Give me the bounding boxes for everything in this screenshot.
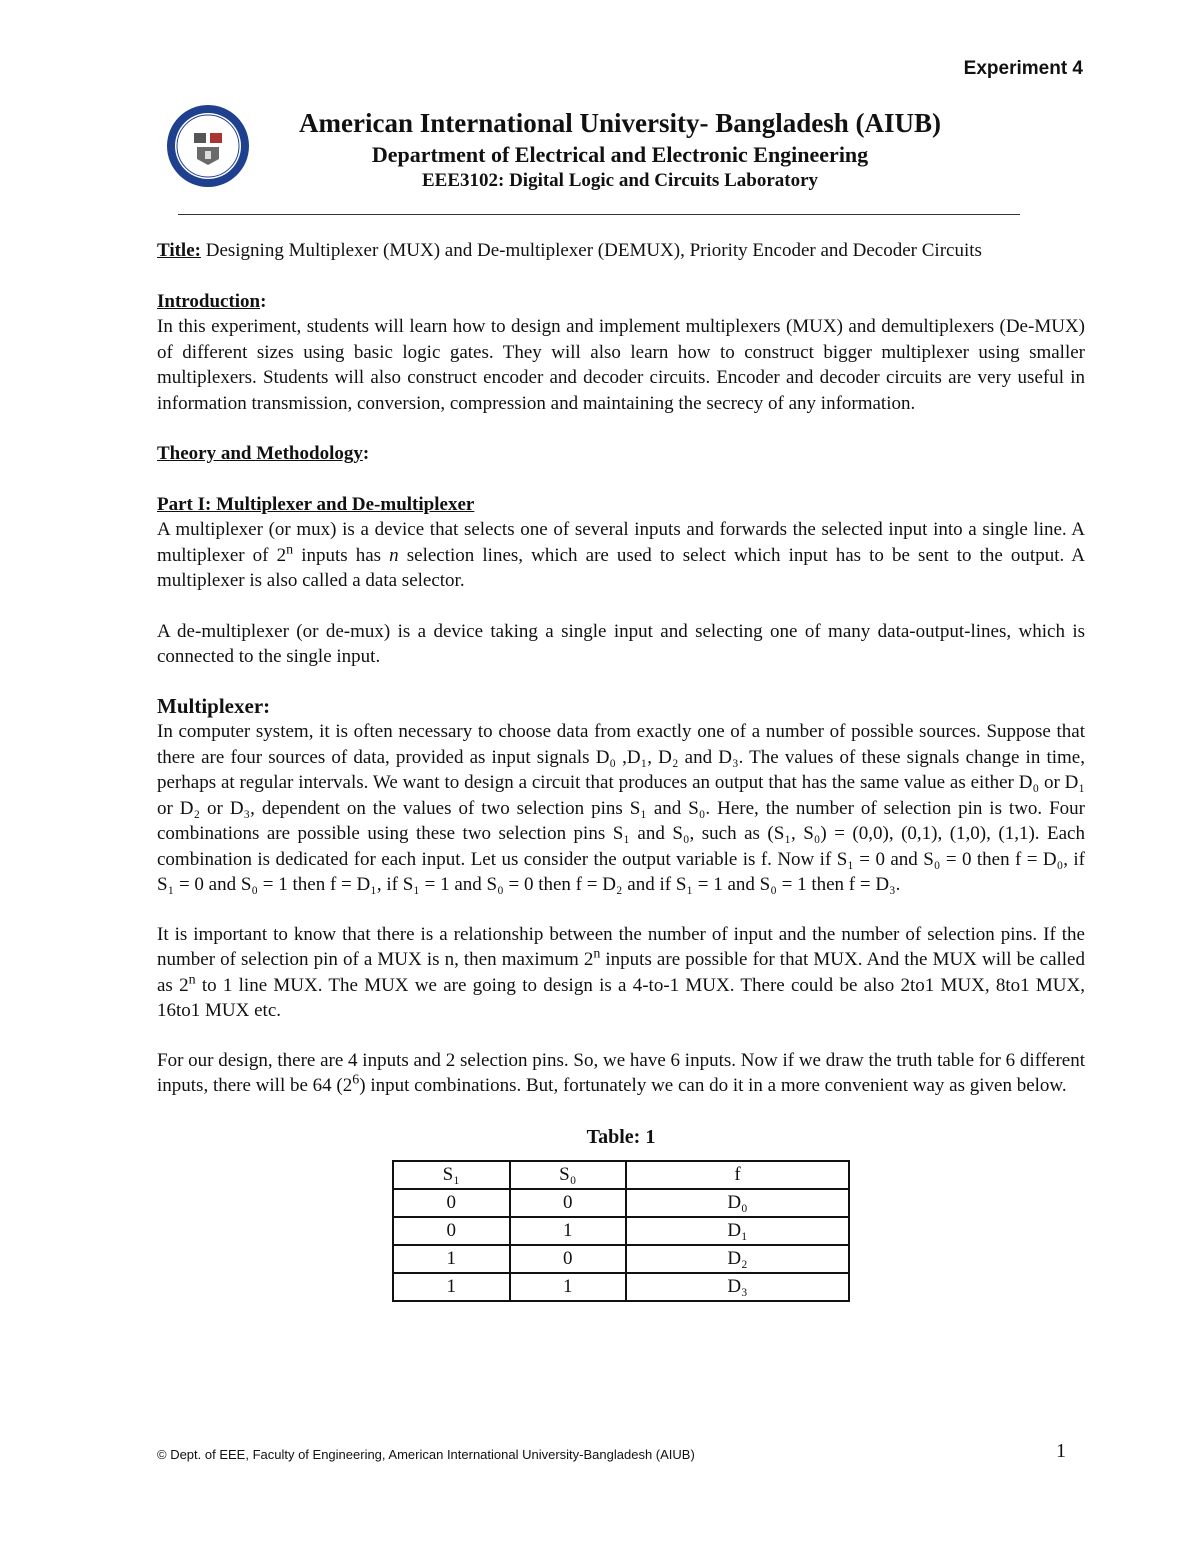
title-text: Designing Multiplexer (MUX) and De-multiplexer (DEMUX), Priority Encoder and Decoder Circuits xyxy=(200,240,982,261)
table-row xyxy=(393,1217,849,1245)
table-cell: 0 xyxy=(510,1189,627,1217)
table-cell: 0 xyxy=(510,1245,627,1273)
university-name: American International University- Bangladesh (AIUB) xyxy=(299,108,941,138)
table-cell: 1 xyxy=(510,1217,627,1245)
table-caption: Table: 1 xyxy=(586,1125,656,1148)
theory-heading-colon: : xyxy=(362,443,370,464)
multiplexer-heading: Multiplexer: xyxy=(157,693,271,718)
part1-heading-text: Part I: Multiplexer and De-multiplexer xyxy=(157,493,475,515)
table-row xyxy=(393,1189,849,1217)
table-row xyxy=(393,1245,849,1273)
table-cell: D₁ xyxy=(626,1217,849,1245)
intro-heading xyxy=(157,289,1085,315)
table-cell: 1 xyxy=(393,1245,510,1273)
title-paragraph xyxy=(157,238,1085,264)
table-header-cell: S₀ xyxy=(510,1161,627,1189)
part1-heading xyxy=(157,492,1085,518)
multiplexer-paragraph-2: It is important to know that there is a relationship between the number of input and the number of selection pins. If the number of selection pin of a MUX is n, then maximum 2$^n$ inputs are possible for that MUX. And the MUX will be called as 2$^n$ to 1 line MUX. The MUX we are going to design is a 4-to-1 MUX. There could be also 2to1 MUX, 8to1 MUX, 16to1 MUX etc. xyxy=(157,923,1086,1021)
experiment-label: Experiment 4 xyxy=(963,58,1083,79)
theory-heading-text: Theory and Methodology xyxy=(157,443,363,464)
intro-heading-colon: : xyxy=(260,290,267,312)
footer-copyright: © Dept. of EEE, Faculty of Engineering, American International University-Bangladesh (AIUB) xyxy=(157,1447,695,1462)
title-label: Title: xyxy=(157,240,201,261)
part1-paragraph-1: A multiplexer (or mux) is a device that selects one of several inputs and forwards the selected input into a single line. A multiplexer of 2$^n$ inputs has n selection lines, which are used to select which input has to be sent to the output. A multiplexer is also called a data selector. xyxy=(157,519,1085,591)
course-name: EEE3102: Digital Logic and Circuits Laboratory xyxy=(421,170,819,191)
theory-heading xyxy=(157,441,1085,467)
multiplexer-paragraph-3: For our design, there are 4 inputs and 2 selection pins. So, we have 6 inputs. Now if we draw the truth table for 6 different inputs, there will be 64 $(2^6)$ input combinations. But, fortunately we can do it in a more convenient way as given below. xyxy=(157,1049,1085,1096)
intro-paragraph: In this experiment, students will learn how to design and implement multiplexers (MUX) and demultiplexers (De-MUX) of different sizes using basic logic gates. They will also learn how to construct bigger multiplexer using smaller multiplexers. Students will also construct encoder and decoder circuits. Encoder and decoder circuits are very useful in information transmission, conversion, compression and maintaining the secrecy of any information. xyxy=(157,316,1085,414)
table-header-cell: f xyxy=(626,1161,849,1189)
document-body xyxy=(157,238,1085,1302)
table-row xyxy=(393,1273,849,1301)
page-number: 1 xyxy=(1056,1440,1066,1462)
department-name: Department of Electrical and Electronic Engineering xyxy=(371,142,869,167)
table-cell: 1 xyxy=(510,1273,627,1301)
header-divider xyxy=(178,214,1020,215)
table-cell: D₃ xyxy=(626,1273,849,1301)
table-header-row xyxy=(393,1161,849,1189)
table-cell: 1 xyxy=(393,1273,510,1301)
truth-table xyxy=(392,1160,850,1302)
multiplexer-paragraph-1: In computer system, it is often necessary to choose data from exactly one of a number of possible sources. Suppose that there are four sources of data, provided as input signals D₀ ,D₁, D₂ and D₃. The values of these signals change in time, perhaps at regular intervals. We want to design a circuit that produces an output that has the same value as either D₀ or D₁ or D₂ or D₃, dependent on the values of two selection pins S₁ and S₀. Here, the number of selection pin is two. Four combinations are possible using these two selection pins S₁ and S₀, such as (S₁, S₀) = (0,0), (0,1), (1,0), (1,1). Each combination is dedicated for each input. Let us consider the output variable is f. Now if S₁ = 0 and S₀ = 0 then f = D₀, if S₁ = 0 and S₀ = 1 then f = D₁, if S₁ = 1 and S₀ = 0 then f = D₂ and if S₁ = 1 and S₀ = 1 then f = D₃. xyxy=(157,721,1085,895)
table-cell: 0 xyxy=(393,1217,510,1245)
table-cell: D₀ xyxy=(626,1189,849,1217)
table-cell: 0 xyxy=(393,1189,510,1217)
part1-paragraph-2: A de-multiplexer (or de-mux) is a device taking a single input and selecting one of many data-output-lines, which is connected to the single input. xyxy=(157,620,1085,667)
intro-heading-text: Introduction xyxy=(157,290,261,312)
table-header-cell: S₁ xyxy=(393,1161,510,1189)
table-cell: D₂ xyxy=(626,1245,849,1273)
